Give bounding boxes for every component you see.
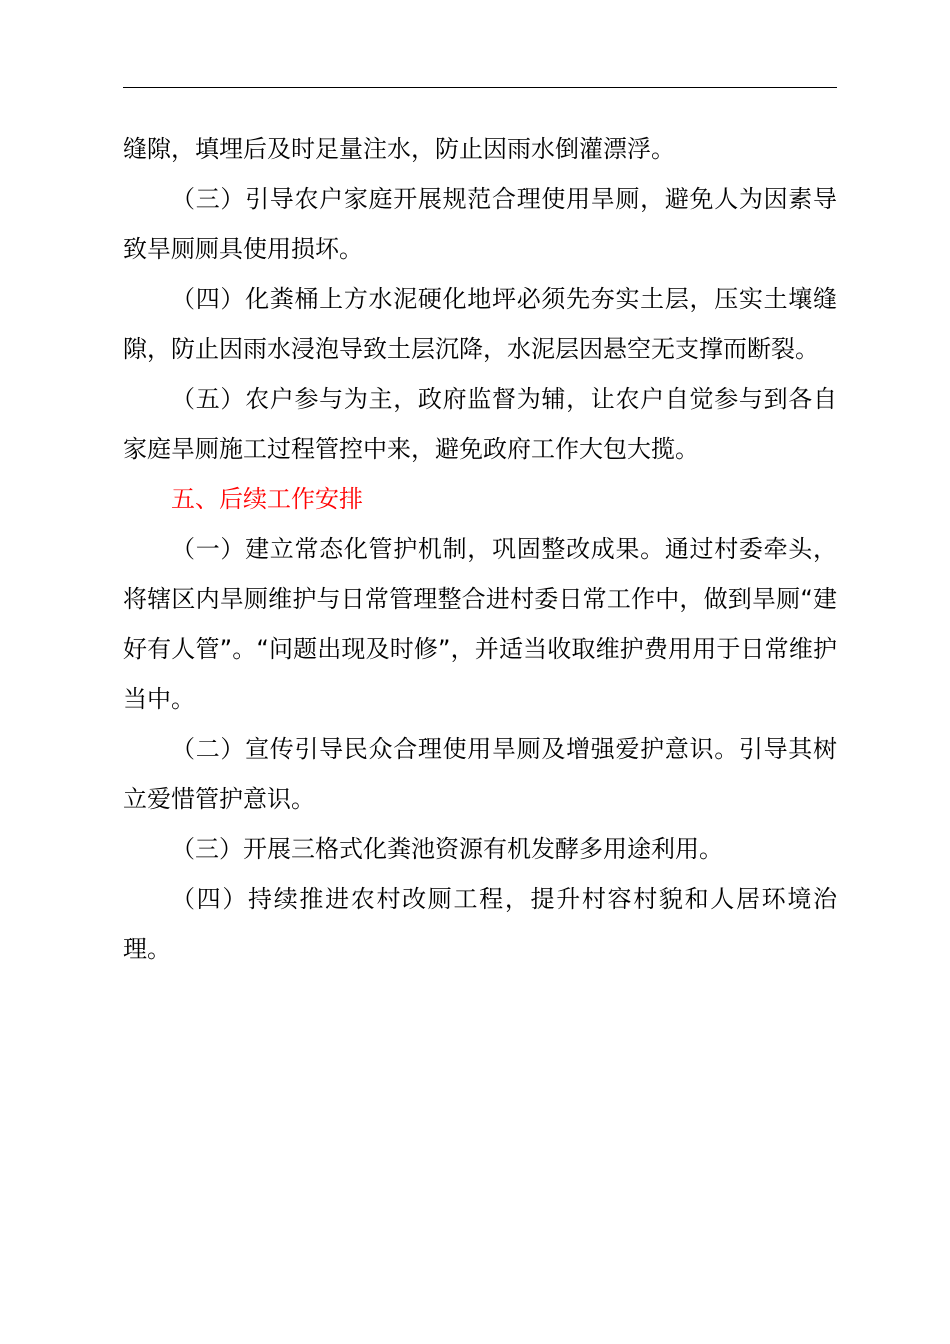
paragraph-item-5: （五）农户参与为主，政府监督为辅，让农户自觉参与到各自家庭旱厕施工过程管控中来，避免政府工作大包大揽。 bbox=[123, 385, 837, 463]
paragraph-followup-1: （一）建立常态化管护机制，巩固整改成果。通过村委牵头，将辖区内旱厕维护与日常管理整合进村委日常工作中，做到旱厕“建好有人管”。“问题出现及时修”，并适当收取维护费用用于日常维护当中。 bbox=[123, 535, 837, 713]
paragraph-followup-2: （二）宣传引导民众合理使用旱厕及增强爱护意识。引导其树立爱惜管护意识。 bbox=[123, 735, 837, 813]
paragraph-item-3: （三）引导农户家庭开展规范合理使用旱厕，避免人为因素导致旱厕厕具使用损坏。 bbox=[123, 185, 837, 263]
paragraph-continuation: 缝隙，填埋后及时足量注水，防止因雨水倒灌漂浮。 bbox=[123, 135, 675, 163]
paragraph-followup-3: （三）开展三格式化粪池资源有机发酵多用途利用。 bbox=[171, 835, 723, 863]
section-heading: 五、后续工作安排 bbox=[171, 485, 363, 513]
paragraph-followup-4: （四）持续推进农村改厕工程，提升村容村貌和人居环境治理。 bbox=[123, 885, 837, 963]
document-body bbox=[123, 124, 837, 974]
paragraph-item-4: （四）化粪桶上方水泥硬化地坪必须先夯实土层，压实土壤缝隙，防止因雨水浸泡导致土层沉降，水泥层因悬空无支撑而断裂。 bbox=[123, 285, 837, 363]
header-rule bbox=[123, 87, 837, 88]
